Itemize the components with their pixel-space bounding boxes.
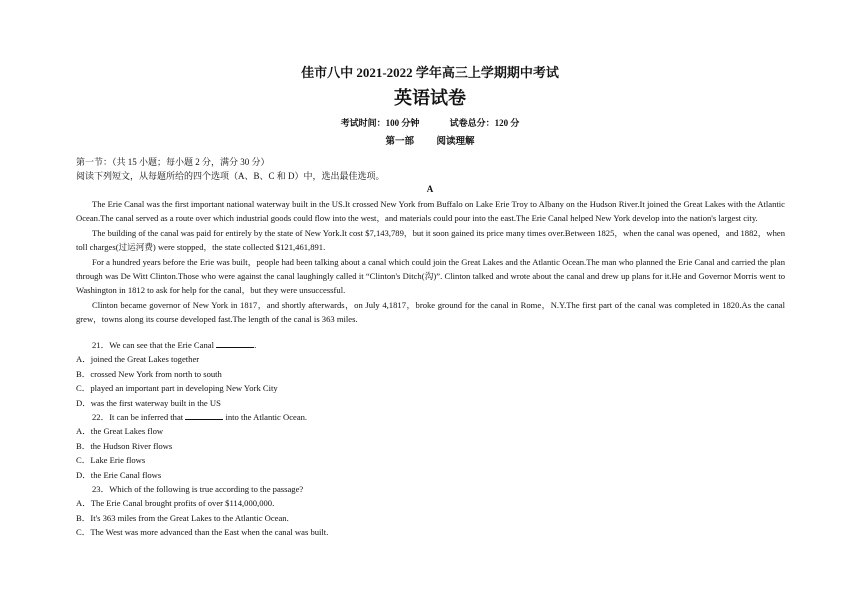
part-number: 第一部 [385,137,415,147]
question-stem [76,338,785,352]
passage-paragraph: The building of the canal was paid for entirely by the state of New York.It cost $7,143,789，but it soon gained its price many times over.Between 1825，when the canal was opened，and 1882，when toll charges(过运河费) were stopped，the state collected $121,461,891. [76,227,785,253]
passage-body [76,197,785,327]
option: D．the Erie Canal flows [76,469,162,480]
exam-meta [0,116,860,129]
option: A．The Erie Canal brought profits of over $114,000,000. [76,498,275,509]
question-text-end: into the Atlantic Ocean. [223,412,308,423]
part-heading [0,133,860,147]
question-stem [76,482,785,496]
option: A．joined the Great Lakes together [76,354,200,365]
question-list [76,338,785,540]
option: D．was the first waterway built in the US [76,397,221,408]
exam-time: 考试时间：100 分钟 [340,118,420,128]
passage-paragraph: For a hundred years before the Erie was built，people had been talking about a canal which could join the Great Lakes and the Atlantic Ocean.The man who planned the Erie Canal and carried the plan through was De Witt Clinton.Those who were against the canal laughingly called it “Clinton's Ditch(沟)”. Clinton talked and wrote about the canal and drew up plans for it.He and Governor Morris went to Washington in 1812 to ask for help for the canal，but they were unsuccessful. [76,256,785,296]
section-heading: 第一节：（共 15 小题；每小题 2 分，满分 30 分） [76,157,270,167]
passage-label: A [426,184,434,194]
section-instruction: 阅读下列短文，从每题所给的四个选项（A、B、C 和 D）中，选出最佳选项。 [76,171,385,181]
option: B．the Hudson River flows [76,440,173,451]
passage-paragraph: The Erie Canal was the first important national waterway built in the US.It crossed New York from Buffalo on Lake Erie Troy to Albany on the Hudson River.It joined the Great Lakes with the Atlantic Ocean.The canal served as a route over which industrial goods could flow into the west，and materials could pour into the east.The Erie Canal helped New York develop into the nation's largest city. [76,199,785,224]
question-text: 23．Which of the following is true according to the passage? [92,484,304,495]
question-stem [76,410,785,424]
option: B．It's 363 miles from the Great Lakes to the Atlantic Ocean. [76,512,289,523]
question-text: 22．It can be inferred that [92,412,186,423]
passage-paragraph: Clinton became governor of New York in 1817，and shortly afterwards，on July 4,1817，broke ground for the canal in Rome，N.Y.The first part of the canal was completed in 1820.As the canal grew，towns along its course developed fast.The length of the canal is 363 miles. [76,299,785,325]
exam-total-score: 试卷总分：120 分 [449,118,520,128]
answer-blank [185,410,223,420]
option: C．The West was more advanced than the East when the canal was built. [76,527,329,538]
answer-blank [216,338,257,350]
option: A．the Great Lakes flow [76,426,164,437]
part-name: 阅读理解 [436,137,475,147]
option: B．crossed New York from north to south [76,368,222,379]
exam-title: 佳市八中 2021-2022 学年高三上学期期中考试 [301,65,559,80]
option: C．Lake Erie flows [76,455,146,466]
option: C．played an important part in developing New York City [76,383,278,394]
question-text: 21．We can see that the Erie Canal [92,340,217,350]
exam-subject-title: 英语试卷 [394,88,466,108]
question-text-end: . [254,340,257,350]
